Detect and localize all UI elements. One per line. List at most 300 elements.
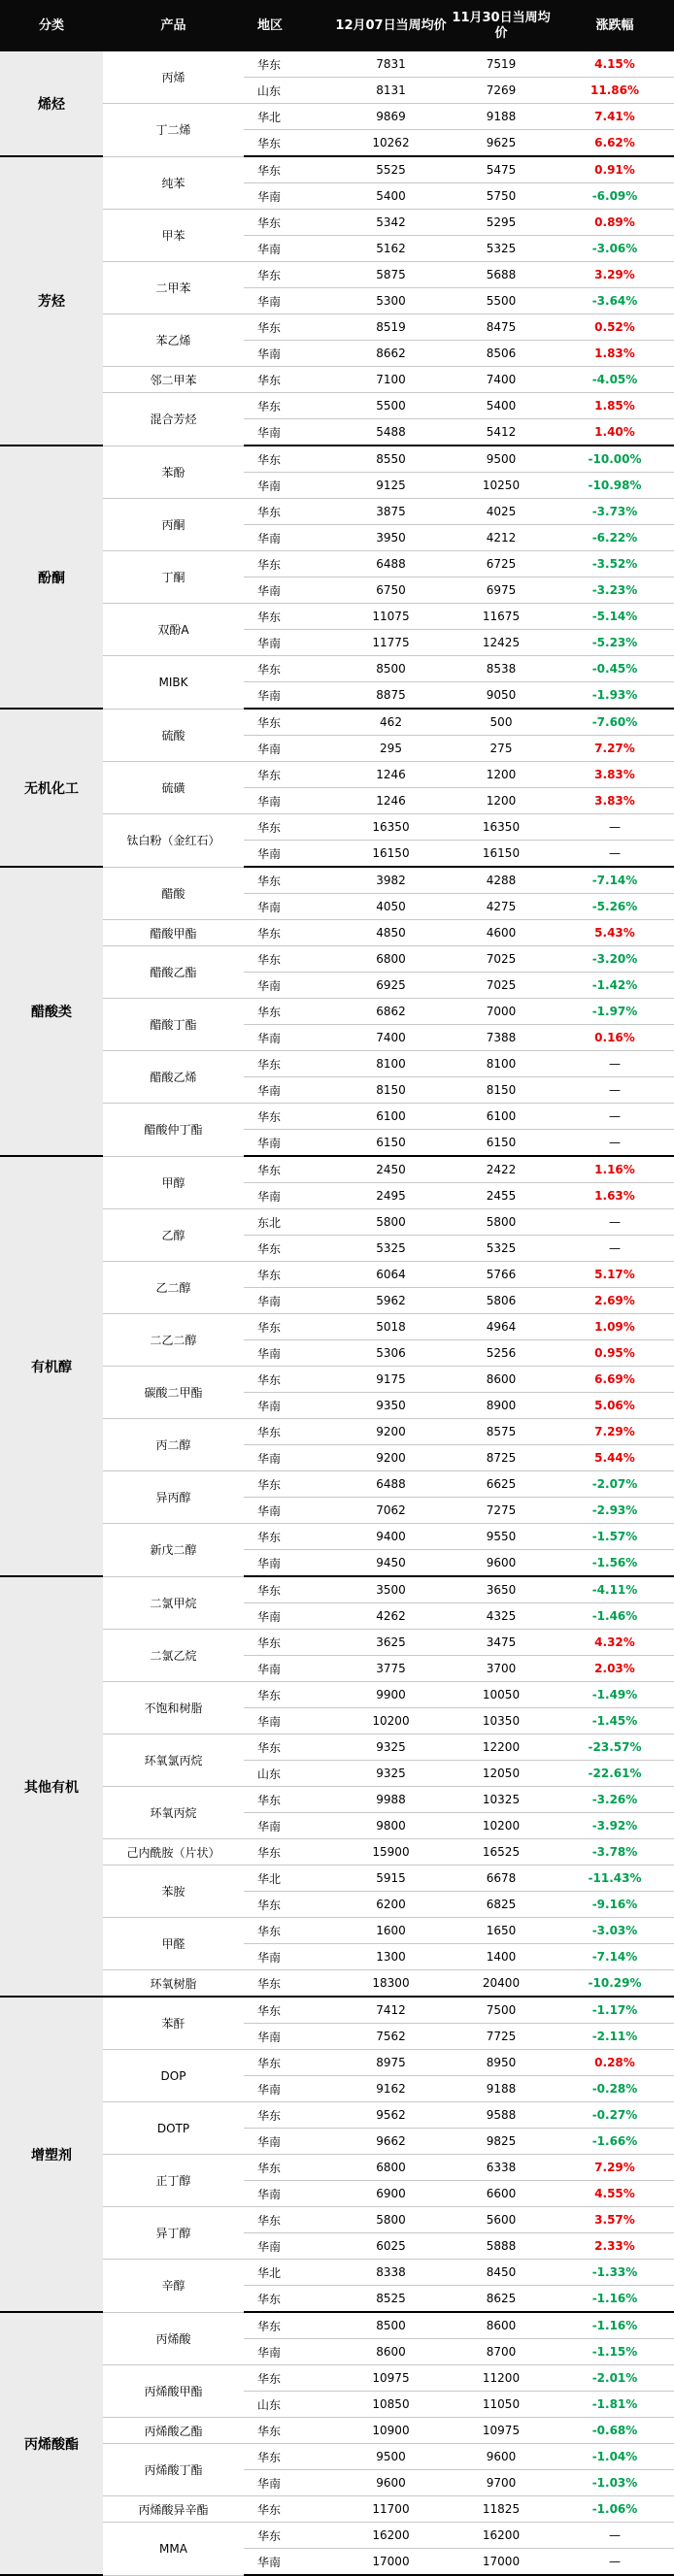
- last-week-price: 8600: [447, 1367, 556, 1393]
- table-row: [0, 446, 674, 473]
- last-week-price: 9825: [447, 2129, 556, 2155]
- this-week-price: 3875: [335, 499, 447, 525]
- this-week-price: 6200: [335, 1892, 447, 1918]
- change-cell: -6.09%: [556, 183, 674, 210]
- this-week-price: 8662: [335, 341, 447, 367]
- last-week-price: 7025: [447, 946, 556, 973]
- region-cell: 华东: [244, 499, 335, 525]
- product-cell: 丙烯酸甲酯: [103, 2365, 244, 2418]
- last-week-price: 10250: [447, 473, 556, 499]
- region-cell: 华南: [244, 1498, 335, 1524]
- last-week-price: 8475: [447, 314, 556, 341]
- last-week-price: 6678: [447, 1866, 556, 1892]
- product-cell: 正丁醇: [103, 2155, 244, 2207]
- this-week-price: 5800: [335, 2207, 447, 2233]
- this-week-price: 9662: [335, 2129, 447, 2155]
- region-cell: 华东: [244, 551, 335, 578]
- region-cell: 华东: [244, 1314, 335, 1340]
- change-cell: —: [556, 1077, 674, 1104]
- region-cell: 华东: [244, 946, 335, 973]
- last-week-price: 5800: [447, 1209, 556, 1236]
- change-cell: 0.28%: [556, 2050, 674, 2076]
- product-cell: 二乙二醇: [103, 1314, 244, 1367]
- product-cell: 乙二醇: [103, 1262, 244, 1314]
- change-cell: -1.45%: [556, 1708, 674, 1734]
- region-cell: 华东: [244, 1576, 335, 1603]
- region-cell: 华南: [244, 1183, 335, 1209]
- this-week-price: 8519: [335, 314, 447, 341]
- last-week-price: 6150: [447, 1130, 556, 1157]
- region-cell: 华南: [244, 1393, 335, 1419]
- change-cell: -9.16%: [556, 1892, 674, 1918]
- this-week-price: 3950: [335, 525, 447, 551]
- change-cell: -11.43%: [556, 1866, 674, 1892]
- region-cell: 华东: [244, 1104, 335, 1130]
- change-cell: 2.33%: [556, 2233, 674, 2260]
- last-week-price: 10350: [447, 1708, 556, 1734]
- product-cell: 二氯甲烷: [103, 1576, 244, 1630]
- change-cell: —: [556, 2523, 674, 2549]
- change-cell: 7.41%: [556, 104, 674, 130]
- this-week-price: 9200: [335, 1445, 447, 1471]
- change-cell: -0.45%: [556, 656, 674, 682]
- region-cell: 华南: [244, 578, 335, 604]
- last-week-price: 9550: [447, 1524, 556, 1550]
- change-cell: 4.55%: [556, 2181, 674, 2207]
- product-cell: 甲醇: [103, 1156, 244, 1209]
- product-cell: 丙烯酸乙酯: [103, 2418, 244, 2444]
- this-week-price: 5500: [335, 393, 447, 419]
- region-cell: 华南: [244, 894, 335, 920]
- last-week-price: 9188: [447, 104, 556, 130]
- this-week-price: 6100: [335, 1104, 447, 1130]
- last-week-price: 1200: [447, 788, 556, 814]
- change-cell: -3.64%: [556, 288, 674, 314]
- change-cell: -1.93%: [556, 682, 674, 710]
- change-cell: 6.69%: [556, 1367, 674, 1393]
- last-week-price: 16525: [447, 1839, 556, 1866]
- change-cell: -1.97%: [556, 999, 674, 1025]
- region-cell: 华东: [244, 1156, 335, 1183]
- this-week-price: 9500: [335, 2444, 447, 2470]
- last-week-price: 5500: [447, 288, 556, 314]
- this-week-price: 6750: [335, 578, 447, 604]
- region-cell: 华东: [244, 1471, 335, 1498]
- region-cell: 华南: [244, 1340, 335, 1367]
- change-cell: -1.33%: [556, 2260, 674, 2286]
- last-week-price: 7000: [447, 999, 556, 1025]
- region-cell: 华东: [244, 1734, 335, 1761]
- change-cell: 3.29%: [556, 262, 674, 288]
- last-week-price: 8625: [447, 2286, 556, 2313]
- product-cell: 不饱和树脂: [103, 1682, 244, 1734]
- this-week-price: 9400: [335, 1524, 447, 1550]
- this-week-price: 16150: [335, 841, 447, 868]
- product-cell: MMA: [103, 2523, 244, 2576]
- region-cell: 华东: [244, 1997, 335, 2024]
- last-week-price: 7388: [447, 1025, 556, 1051]
- product-cell: 乙醇: [103, 1209, 244, 1262]
- change-cell: -3.73%: [556, 499, 674, 525]
- region-cell: 华东: [244, 1630, 335, 1656]
- this-week-price: 8500: [335, 2312, 447, 2339]
- change-cell: -3.92%: [556, 1813, 674, 1839]
- product-cell: 醋酸乙酯: [103, 946, 244, 999]
- table-header: [0, 0, 674, 51]
- change-cell: -2.93%: [556, 1498, 674, 1524]
- change-cell: -1.46%: [556, 1603, 674, 1630]
- region-cell: 华南: [244, 419, 335, 446]
- region-cell: 华东: [244, 762, 335, 788]
- change-cell: 7.27%: [556, 736, 674, 762]
- region-cell: 华南: [244, 2129, 335, 2155]
- this-week-price: 3775: [335, 1656, 447, 1682]
- last-week-price: 6100: [447, 1104, 556, 1130]
- change-cell: -7.14%: [556, 867, 674, 894]
- last-week-price: 3650: [447, 1576, 556, 1603]
- region-cell: 山东: [244, 78, 335, 104]
- this-week-price: 11775: [335, 630, 447, 656]
- product-cell: 辛醇: [103, 2260, 244, 2313]
- last-week-price: 5888: [447, 2233, 556, 2260]
- region-cell: 华南: [244, 2549, 335, 2576]
- product-cell: 丙烯酸: [103, 2312, 244, 2365]
- last-week-price: 11050: [447, 2392, 556, 2418]
- this-week-price: 7400: [335, 1025, 447, 1051]
- region-cell: 华东: [244, 2050, 335, 2076]
- product-cell: 丙烯酸异辛酯: [103, 2496, 244, 2523]
- table-row: [0, 51, 674, 78]
- last-week-price: 10325: [447, 1787, 556, 1813]
- last-week-price: 9188: [447, 2076, 556, 2102]
- change-cell: -3.78%: [556, 1839, 674, 1866]
- last-week-price: 5806: [447, 1288, 556, 1314]
- this-week-price: 8875: [335, 682, 447, 710]
- product-cell: 环氧氯丙烷: [103, 1734, 244, 1787]
- category-cell: 有机醇: [0, 1156, 103, 1576]
- last-week-price: 7025: [447, 973, 556, 999]
- product-cell: DOP: [103, 2050, 244, 2102]
- this-week-price: 11700: [335, 2496, 447, 2523]
- this-week-price: 9350: [335, 1393, 447, 1419]
- last-week-price: 16150: [447, 841, 556, 868]
- product-cell: 苯酐: [103, 1997, 244, 2050]
- table-row: [0, 2312, 674, 2339]
- last-week-price: 5600: [447, 2207, 556, 2233]
- last-week-price: 8575: [447, 1419, 556, 1445]
- change-cell: -1.15%: [556, 2339, 674, 2365]
- change-cell: -1.49%: [556, 1682, 674, 1708]
- region-cell: 华东: [244, 1051, 335, 1077]
- change-cell: 4.32%: [556, 1630, 674, 1656]
- region-cell: 华东: [244, 2102, 335, 2129]
- change-cell: -1.66%: [556, 2129, 674, 2155]
- this-week-price: 16200: [335, 2523, 447, 2549]
- this-week-price: 3625: [335, 1630, 447, 1656]
- product-cell: 丙烯酸丁酯: [103, 2444, 244, 2496]
- region-cell: 华南: [244, 288, 335, 314]
- region-cell: 华东: [244, 604, 335, 630]
- change-cell: -1.16%: [556, 2286, 674, 2313]
- this-week-price: 16350: [335, 814, 447, 841]
- change-cell: 0.16%: [556, 1025, 674, 1051]
- last-week-price: 8700: [447, 2339, 556, 2365]
- last-week-price: 5688: [447, 262, 556, 288]
- change-cell: -23.57%: [556, 1734, 674, 1761]
- this-week-price: 5325: [335, 1236, 447, 1262]
- change-cell: 5.06%: [556, 1393, 674, 1419]
- product-cell: 二甲苯: [103, 262, 244, 314]
- last-week-price: 1400: [447, 1944, 556, 1970]
- region-cell: 华东: [244, 1262, 335, 1288]
- region-cell: 华东: [244, 1524, 335, 1550]
- product-cell: 丁酮: [103, 551, 244, 604]
- last-week-price: 500: [447, 709, 556, 736]
- last-week-price: 6338: [447, 2155, 556, 2181]
- product-cell: 碳酸二甲酯: [103, 1367, 244, 1419]
- last-week-price: 1650: [447, 1918, 556, 1944]
- region-cell: 华南: [244, 841, 335, 868]
- this-week-price: 8525: [335, 2286, 447, 2313]
- change-cell: 0.52%: [556, 314, 674, 341]
- this-week-price: 7062: [335, 1498, 447, 1524]
- change-cell: 1.83%: [556, 341, 674, 367]
- region-cell: 华南: [244, 2076, 335, 2102]
- this-week-price: 11075: [335, 604, 447, 630]
- change-cell: —: [556, 1104, 674, 1130]
- change-cell: 0.89%: [556, 210, 674, 236]
- table-row: [0, 1156, 674, 1183]
- last-week-price: 5750: [447, 183, 556, 210]
- last-week-price: 8950: [447, 2050, 556, 2076]
- last-week-price: 1200: [447, 762, 556, 788]
- this-week-price: 6800: [335, 946, 447, 973]
- last-week-price: 12425: [447, 630, 556, 656]
- product-cell: 硫酸: [103, 709, 244, 762]
- product-cell: 丙烯: [103, 51, 244, 104]
- last-week-price: 5400: [447, 393, 556, 419]
- product-cell: 己内酰胺（片状）: [103, 1839, 244, 1866]
- this-week-price: 8131: [335, 78, 447, 104]
- table-row: [0, 156, 674, 183]
- last-week-price: 8600: [447, 2312, 556, 2339]
- table-row: [0, 709, 674, 736]
- region-cell: 山东: [244, 1761, 335, 1787]
- product-cell: 硫磺: [103, 762, 244, 814]
- region-cell: 华南: [244, 1025, 335, 1051]
- last-week-price: 4964: [447, 1314, 556, 1340]
- this-week-price: 1246: [335, 762, 447, 788]
- this-week-price: 4050: [335, 894, 447, 920]
- category-cell: 烯烃: [0, 51, 103, 156]
- region-cell: 华东: [244, 51, 335, 78]
- last-week-price: 9600: [447, 2444, 556, 2470]
- product-cell: 钛白粉（金红石）: [103, 814, 244, 868]
- change-cell: -1.42%: [556, 973, 674, 999]
- this-week-price: 8550: [335, 446, 447, 473]
- change-cell: -3.26%: [556, 1787, 674, 1813]
- product-cell: DOTP: [103, 2102, 244, 2155]
- change-cell: -2.07%: [556, 1471, 674, 1498]
- category-cell: 其他有机: [0, 1576, 103, 1997]
- last-week-price: 16350: [447, 814, 556, 841]
- last-week-price: 12050: [447, 1761, 556, 1787]
- product-cell: 环氧树脂: [103, 1970, 244, 1998]
- this-week-price: 7412: [335, 1997, 447, 2024]
- this-week-price: 10900: [335, 2418, 447, 2444]
- region-cell: 华南: [244, 2181, 335, 2207]
- region-cell: 华南: [244, 973, 335, 999]
- change-cell: 6.62%: [556, 130, 674, 157]
- region-cell: 华东: [244, 814, 335, 841]
- this-week-price: 8150: [335, 1077, 447, 1104]
- change-cell: -7.60%: [556, 709, 674, 736]
- this-week-price: 10200: [335, 1708, 447, 1734]
- product-cell: 苯酚: [103, 446, 244, 499]
- region-cell: 华东: [244, 156, 335, 183]
- this-week-price: 4850: [335, 920, 447, 946]
- this-week-price: 9200: [335, 1419, 447, 1445]
- region-cell: 华东: [244, 999, 335, 1025]
- product-cell: 醋酸仲丁酯: [103, 1104, 244, 1157]
- last-week-price: 5475: [447, 156, 556, 183]
- change-cell: —: [556, 1236, 674, 1262]
- region-cell: 华东: [244, 2496, 335, 2523]
- change-cell: 1.85%: [556, 393, 674, 419]
- this-week-price: 1246: [335, 788, 447, 814]
- this-week-price: 462: [335, 709, 447, 736]
- product-cell: 双酚A: [103, 604, 244, 656]
- region-cell: 华南: [244, 236, 335, 262]
- region-cell: 华东: [244, 2444, 335, 2470]
- change-cell: -1.81%: [556, 2392, 674, 2418]
- this-week-price: 6925: [335, 973, 447, 999]
- this-week-price: 6025: [335, 2233, 447, 2260]
- region-cell: 华东: [244, 2207, 335, 2233]
- this-week-price: 5488: [335, 419, 447, 446]
- category-cell: 增塑剂: [0, 1997, 103, 2312]
- change-cell: -5.14%: [556, 604, 674, 630]
- last-week-price: 11675: [447, 604, 556, 630]
- region-cell: 华东: [244, 1419, 335, 1445]
- region-cell: 华东: [244, 2523, 335, 2549]
- region-cell: 华东: [244, 1236, 335, 1262]
- last-week-price: 5325: [447, 236, 556, 262]
- region-cell: 华东: [244, 262, 335, 288]
- this-week-price: 6488: [335, 551, 447, 578]
- this-week-price: 8100: [335, 1051, 447, 1077]
- region-cell: 华北: [244, 1866, 335, 1892]
- change-cell: 3.83%: [556, 762, 674, 788]
- this-week-price: 18300: [335, 1970, 447, 1998]
- this-week-price: 5915: [335, 1866, 447, 1892]
- region-cell: 华东: [244, 446, 335, 473]
- last-week-price: 6825: [447, 1892, 556, 1918]
- product-cell: 丁二烯: [103, 104, 244, 157]
- this-week-price: 1300: [335, 1944, 447, 1970]
- this-week-price: 15900: [335, 1839, 447, 1866]
- change-cell: 0.95%: [556, 1340, 674, 1367]
- last-week-price: 11200: [447, 2365, 556, 2392]
- last-week-price: 4288: [447, 867, 556, 894]
- last-week-price: 7725: [447, 2024, 556, 2050]
- region-cell: 华东: [244, 367, 335, 393]
- region-cell: 华东: [244, 2312, 335, 2339]
- this-week-price: 9900: [335, 1682, 447, 1708]
- change-cell: —: [556, 1051, 674, 1077]
- product-cell: 异丙醇: [103, 1471, 244, 1524]
- this-week-price: 10262: [335, 130, 447, 157]
- region-cell: 华东: [244, 1970, 335, 1998]
- region-cell: 华东: [244, 920, 335, 946]
- region-cell: 华北: [244, 104, 335, 130]
- last-week-price: 9588: [447, 2102, 556, 2129]
- last-week-price: 5412: [447, 419, 556, 446]
- region-cell: 华南: [244, 525, 335, 551]
- change-cell: —: [556, 841, 674, 868]
- this-week-price: 5300: [335, 288, 447, 314]
- product-cell: 二氯乙烷: [103, 1630, 244, 1682]
- last-week-price: 4025: [447, 499, 556, 525]
- change-cell: 1.63%: [556, 1183, 674, 1209]
- product-cell: 混合芳烃: [103, 393, 244, 446]
- this-week-price: 17000: [335, 2549, 447, 2576]
- last-week-price: 7275: [447, 1498, 556, 1524]
- change-cell: -3.06%: [556, 236, 674, 262]
- change-cell: -1.57%: [556, 1524, 674, 1550]
- product-cell: 环氧丙烷: [103, 1787, 244, 1839]
- change-cell: —: [556, 1209, 674, 1236]
- this-week-price: 7100: [335, 367, 447, 393]
- product-cell: 纯苯: [103, 156, 244, 210]
- change-cell: 4.15%: [556, 51, 674, 78]
- product-cell: 新戊二醇: [103, 1524, 244, 1577]
- product-cell: 苯乙烯: [103, 314, 244, 367]
- region-cell: 华南: [244, 2024, 335, 2050]
- change-cell: 2.03%: [556, 1656, 674, 1682]
- this-week-price: 8600: [335, 2339, 447, 2365]
- region-cell: 华南: [244, 1603, 335, 1630]
- this-week-price: 9988: [335, 1787, 447, 1813]
- last-week-price: 2455: [447, 1183, 556, 1209]
- last-week-price: 7269: [447, 78, 556, 104]
- change-cell: 1.40%: [556, 419, 674, 446]
- region-cell: 华东: [244, 130, 335, 157]
- last-week-price: 10975: [447, 2418, 556, 2444]
- this-week-price: 6064: [335, 1262, 447, 1288]
- region-cell: 华北: [244, 2260, 335, 2286]
- region-cell: 华南: [244, 2470, 335, 2496]
- last-week-price: 7500: [447, 1997, 556, 2024]
- this-week-price: 9125: [335, 473, 447, 499]
- region-cell: 华南: [244, 1077, 335, 1104]
- this-week-price: 6900: [335, 2181, 447, 2207]
- product-cell: 醋酸甲酯: [103, 920, 244, 946]
- last-week-price: 7519: [447, 51, 556, 78]
- table-row: [0, 1997, 674, 2024]
- last-week-price: 8450: [447, 2260, 556, 2286]
- this-week-price: 2495: [335, 1183, 447, 1209]
- change-cell: 0.91%: [556, 156, 674, 183]
- this-week-price: 7562: [335, 2024, 447, 2050]
- this-week-price: 5306: [335, 1340, 447, 1367]
- change-cell: -6.22%: [556, 525, 674, 551]
- product-cell: 醋酸丁酯: [103, 999, 244, 1051]
- region-cell: 华东: [244, 1918, 335, 1944]
- table-row: [0, 867, 674, 894]
- table-body: [0, 51, 674, 2575]
- region-cell: 华南: [244, 1288, 335, 1314]
